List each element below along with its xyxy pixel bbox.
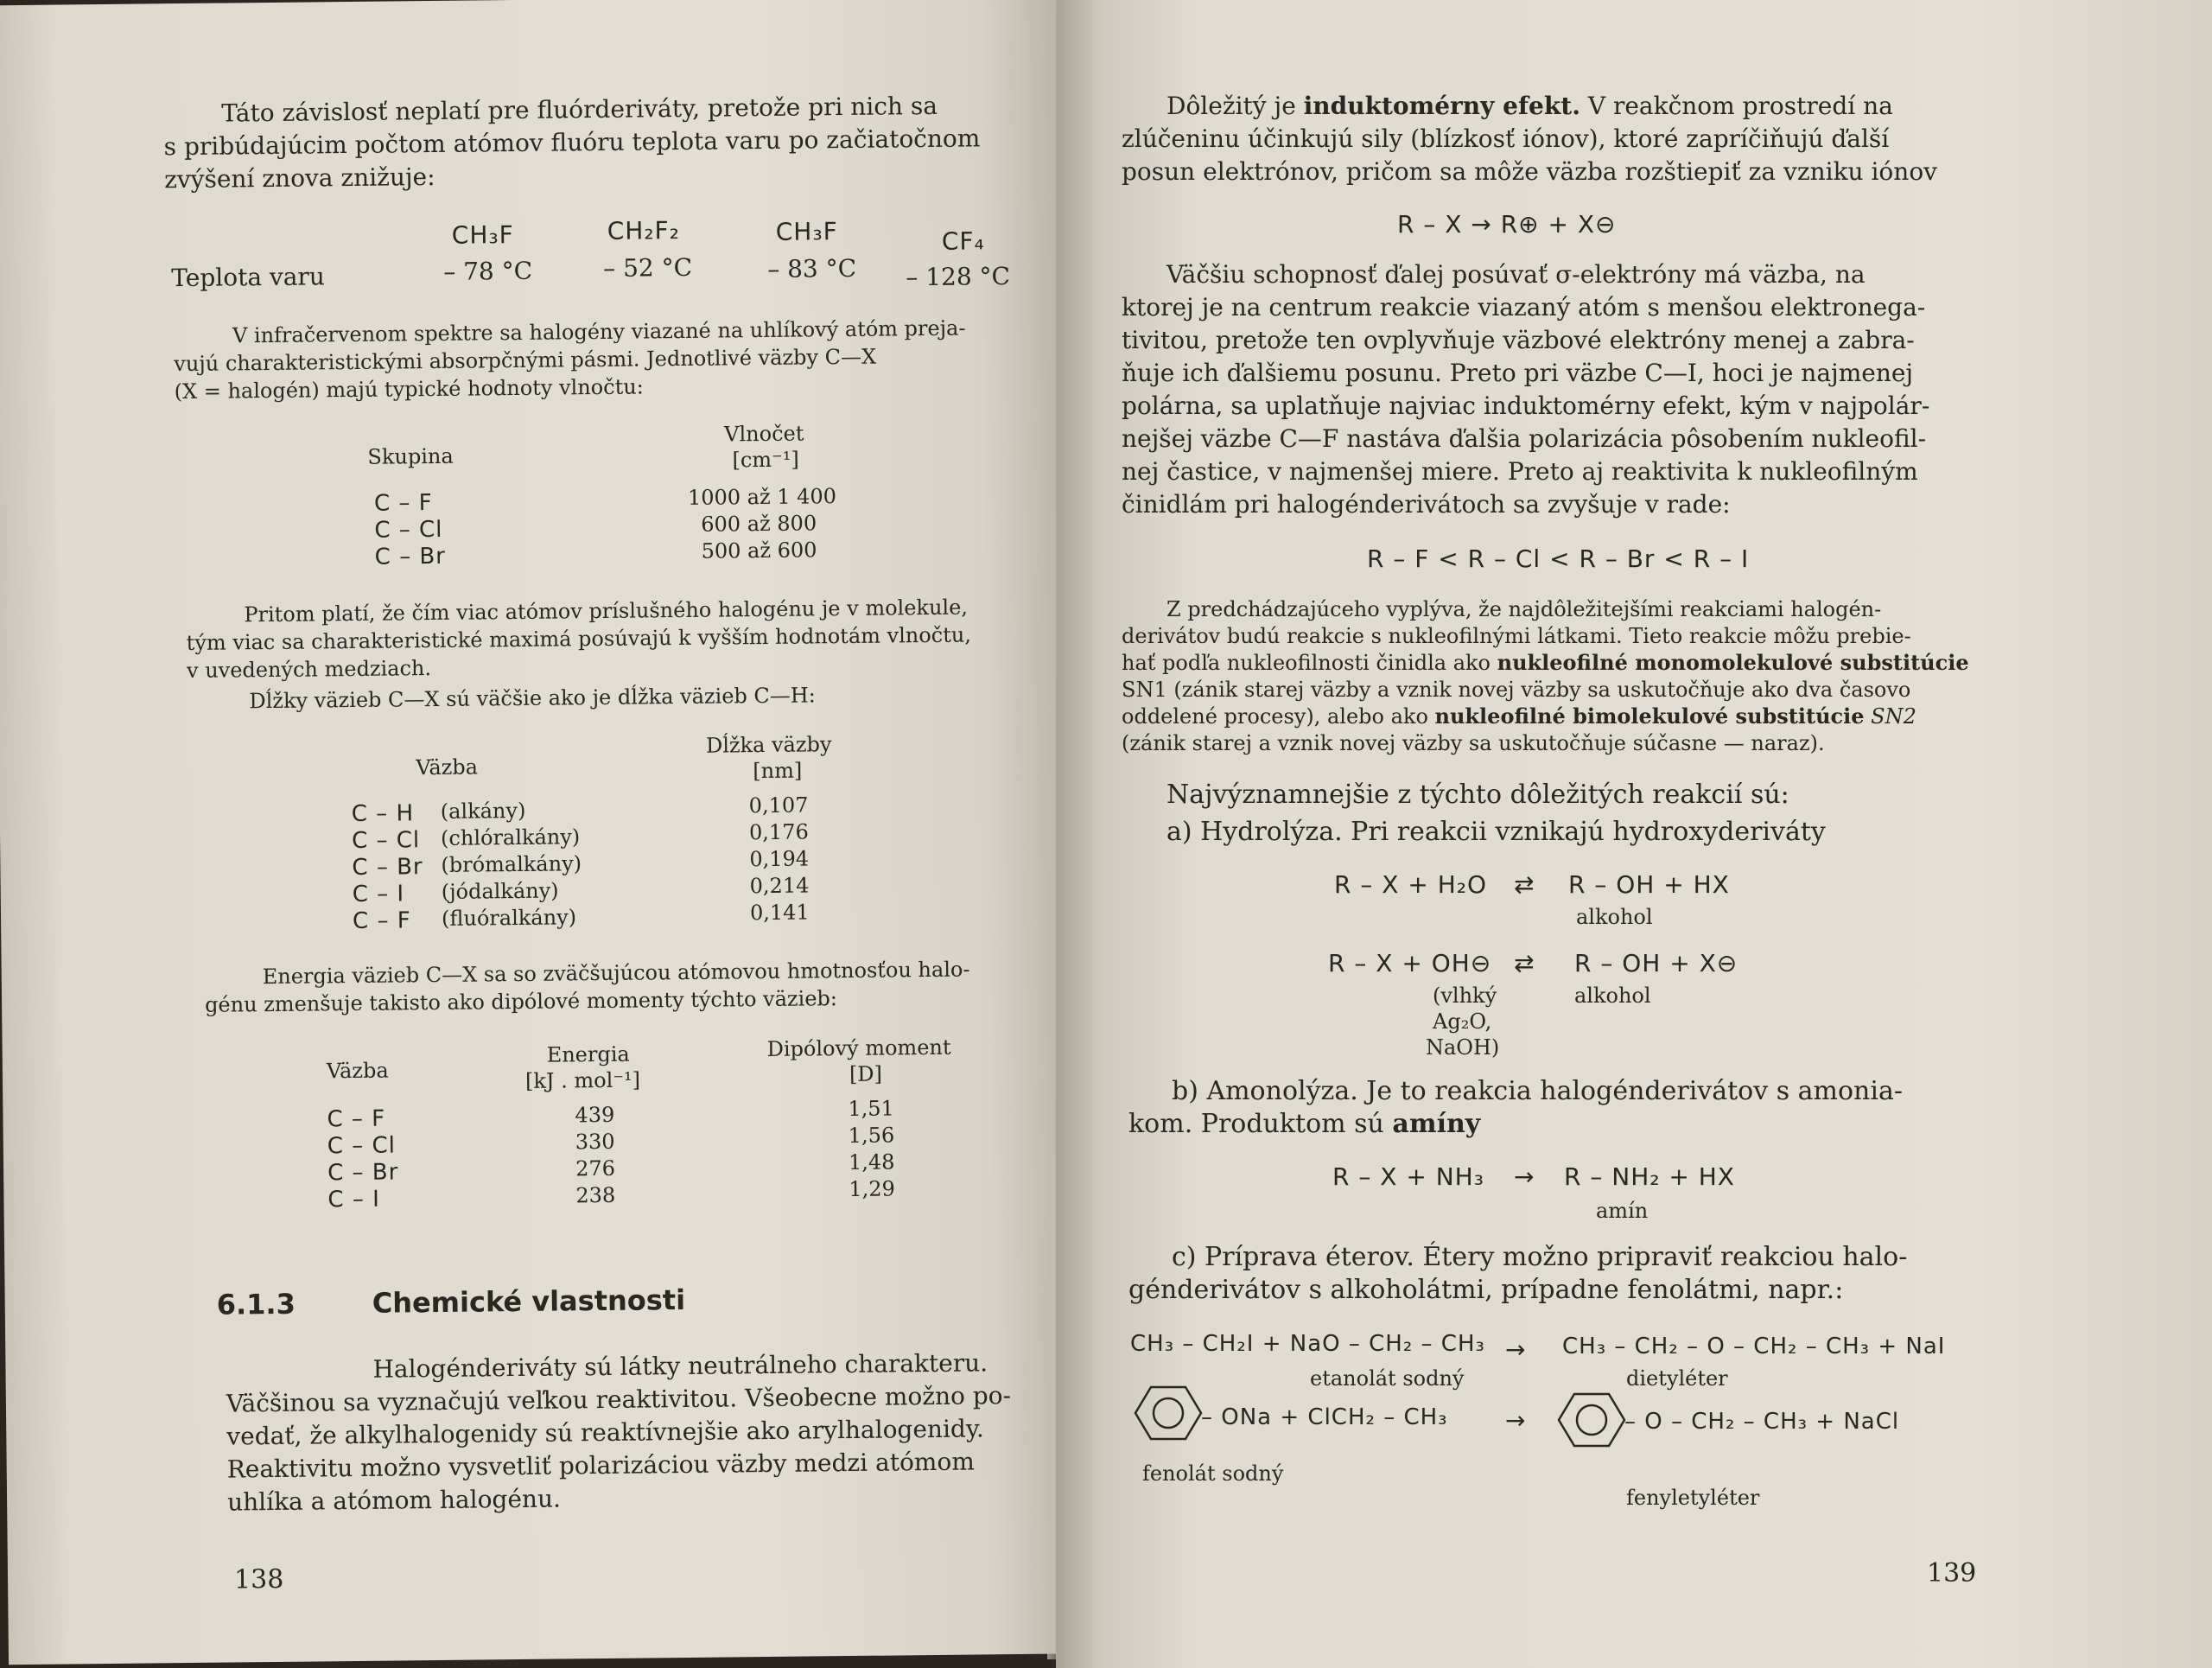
intro-line-3: zvýšení znova znižuje: [163,162,435,194]
p1-rest: V reakčnom prostredí na [1580,92,1893,120]
para5-line-5: uhlíka a atómom halogénu. [226,1484,562,1517]
table3-col2-unit: [kJ . mol⁻¹] [524,1067,641,1093]
table3-row3-energy: 276 [575,1156,616,1181]
ir-line-1: V infračervenom spektre sa halogény viazané na uhlíkový atóm preja- [232,315,966,348]
reaction-b-title-2 [1128,1109,1480,1140]
para4-line-2: génu zmenšuje takisto ako dipólové momenty týchto väzieb: [204,986,838,1017]
arrow-icon: → [1514,1162,1535,1191]
boiling-label: Teplota varu [171,262,326,293]
equilibrium-arrow-icon: ⇄ [1514,870,1535,899]
benzene-ring-icon [1557,1390,1626,1450]
table3-row3-dipole: 1,48 [848,1149,895,1175]
boiling-value-4: – 128 °C [906,262,1011,292]
table3-row1-bond: C – F [327,1105,386,1133]
table2-row4-bond: C – I [352,881,405,908]
table2-row2-bond: C – Cl [351,827,421,855]
para5-line-2: Väčšinou sa vyznačujú veľkou reaktivitou. Všeobecne možno po- [226,1381,1012,1418]
table3-col1: Väzba [326,1058,389,1084]
table1-row3-group: C – Br [374,543,447,570]
para2-line-2: tým viac sa charakteristické maximá posúvajú k vyšším hodnotám vlnočtu, [186,622,972,656]
label-phenyl-ethyl-ether: fenyletyléter [1626,1486,1760,1510]
table2-row5-value: 0,141 [749,900,810,926]
eq-c2-left: – ONa + ClCH₂ – CH₃ [1201,1404,1448,1430]
equation-ionization: R – X → R⊕ + X⊖ [1397,210,1617,239]
section-number: 6.1.3 [216,1287,296,1321]
page-number-right: 139 [1927,1558,1977,1588]
eq-a1-right: R – OH + HX [1568,870,1730,899]
table3-row4-dipole: 1,29 [849,1176,895,1202]
table3-col3-unit: [D] [849,1061,883,1087]
boiling-value-3: – 83 °C [767,253,857,283]
table2-row2-name: (chlóralkány) [440,824,581,850]
table1-row2-group: C – Cl [374,516,443,544]
eq-c2-right: – O – CH₂ – CH₃ + NaCl [1624,1409,1900,1435]
benzene-ring-icon [1134,1383,1203,1443]
p2-line-7: nej častice, v najmenšej miere. Preto aj reaktivita k nukleofilným [1122,457,1918,486]
reaction-c-title-1: c) Príprava éterov. Étery možno pripraviť reakciou halo- [1172,1242,1908,1272]
p2-line-3: tivitou, pretože ten ovplyvňuje väzbové elektróny menej a zabra- [1122,326,1915,354]
para5-line-1: Halogénderiváty sú látky neutrálneho charakteru. [372,1348,988,1384]
eq-a2-left: R – X + OH⊖ [1328,949,1492,977]
eq-b-right: R – NH₂ + HX [1564,1162,1735,1191]
p3-line-6: (zánik starej a vznik novej väzby sa uskutočňuje súčasne — naraz). [1122,731,1825,755]
p1-term-induktomerny: induktomérny efekt. [1303,92,1580,120]
table1-col1: Skupina [367,443,454,469]
term-sn2: nukleofilné bimolekulové substitúcie [1434,703,1865,729]
table3-col2: Energia [546,1041,630,1067]
table3-row2-dipole: 1,56 [848,1123,895,1149]
table3-row2-bond: C – Cl [327,1132,397,1160]
p3-line-4: SN1 (zánik starej väzby a vznik novej väzby sa uskutočňuje ako dva časovo [1122,678,1911,702]
table2-row5-name: (fluóralkány) [441,905,577,931]
table3-row1-dipole: 1,51 [848,1096,894,1122]
table2-row3-name: (brómalkány) [441,851,582,877]
p1-line-3: posun elektrónov, pričom sa môže väzba rozštiepiť za vzniku iónov [1122,157,1937,186]
para2-line-3: v uvedených medziach. [186,656,432,684]
compound-4: CF₄ [941,226,985,256]
para4-line-1: Energia väzieb C—X sa so zväčšujúcou atómovou hmotnosťou halo- [262,957,970,990]
table3-row2-energy: 330 [575,1129,615,1155]
table2-row4-name: (jódalkány) [441,878,559,904]
reaction-b-title-2-start: kom. Produktom sú [1128,1109,1393,1139]
label-amine: amín [1596,1199,1649,1223]
table1-col2-unit: [cm⁻¹] [732,447,799,473]
section-title: Chemické vlastnosti [372,1283,686,1320]
term-sn1: nukleofilné monomolekulové substitúcie [1497,650,1969,675]
intro-line-1: Táto závislosť neplatí pre fluórderiváty, pretože pri nich sa [221,91,938,128]
table3-row4-bond: C – I [327,1186,380,1213]
table3-row4-energy: 238 [575,1182,616,1208]
p1-start: Dôležitý je [1166,92,1304,120]
table1-row2-value: 600 až 800 [701,511,817,537]
compound-2: CH₂F₂ [607,216,681,245]
table2-row1-value: 0,107 [748,793,809,818]
para3: Dĺžky väzieb C—X sú väčšie ako je dĺžka väzieb C—H: [249,683,816,714]
condition-line-2: Ag₂O, [1433,1009,1492,1034]
table2-row3-bond: C – Br [352,854,423,882]
label-alcohol-2: alkohol [1574,984,1651,1008]
table1-col2: Vlnočet [724,421,804,447]
eq-b-left: R – X + NH₃ [1332,1162,1484,1191]
p1-line-1 [1166,91,1893,122]
eq-c1-right: CH₃ – CH₂ – O – CH₂ – CH₃ + NaI [1562,1334,1946,1359]
table2-col1: Väzba [416,754,479,780]
p2-line-5: polárna, sa uplatňuje najviac induktomérny efekt, kým v najpolár- [1122,392,1930,420]
table2-col2: Dĺžka väzby [705,732,832,758]
p2-line-6: nejšej väzbe C—F nastáva ďalšia polarizácia pôsobením nukleofil- [1122,424,1927,453]
p3-line-3 [1122,650,1969,676]
table2-row1-name: (alkány) [440,798,526,824]
eq-a2-right: R – OH + X⊖ [1574,949,1738,977]
compound-1: CH₃F [451,220,514,250]
eq-a1-left: R – X + H₂O [1334,870,1488,899]
table2-col2-unit: [nm] [753,758,803,784]
label-sodium-ethoxide: etanolát sodný [1310,1366,1465,1391]
reaction-c-title-2: génderivátov s alkoholátmi, prípadne fenolátmi, napr.: [1128,1275,1844,1305]
para5-line-3: vedať, že alkylhalogenidy sú reaktívnejšie ako arylhalogenidy. [226,1414,985,1451]
equation-reactivity-series: R – F < R – Cl < R – Br < R – I [1367,544,1750,573]
equilibrium-arrow-icon: ⇄ [1514,949,1535,977]
eq-c1-left: CH₃ – CH₂I + NaO – CH₂ – CH₃ [1130,1331,1485,1357]
table2-row1-bond: C – H [351,800,415,828]
table3-row3-bond: C – Br [327,1159,399,1187]
ir-line-2: vujú charakteristickými absorpčnými pásmi. Jednotlivé väzby C—X [174,344,877,377]
table2-row4-value: 0,214 [749,873,810,899]
term-amines: amíny [1392,1109,1481,1139]
para5-line-4: Reaktivitu možno vysvetliť polarizáciou väzby medzi atómom [226,1447,975,1484]
label-diethyl-ether: dietyléter [1626,1366,1728,1391]
compound-3: CH₃F [775,217,838,246]
p2-line-2: ktorej je na centrum reakcie viazaný atóm s menšou elektronega- [1122,293,1926,322]
arrow-icon: → [1505,1335,1527,1364]
table1-row3-value: 500 až 600 [701,538,817,563]
p4-heading: Najvýznamnejšie z týchto dôležitých reakcií sú: [1166,780,1789,810]
p2-line-1: Väčšiu schopnosť ďalej posúvať σ-elektróny má väzba, na [1166,260,1866,289]
label-sodium-phenolate: fenolát sodný [1142,1461,1284,1486]
intro-line-2: s pribúdajúcim počtom atómov fluóru teplota varu po začiatočnom [163,124,981,162]
condition-line-1: (vlhký [1433,984,1497,1008]
table1-row1-group: C – F [373,490,433,517]
p1-line-2: zlúčeninu účinkujú sily (blízkosť iónov), ktoré zapríčiňujú ďalší [1122,124,1890,153]
table3-col3: Dipólový moment [766,1035,951,1062]
boiling-value-1: – 78 °C [443,256,533,286]
sn2-symbol: SN2 [1864,704,1916,729]
p3-line-3-start: hať podľa nukleofilnosti činidla ako [1122,651,1497,675]
boiling-value-2: – 52 °C [603,252,693,283]
p3-line-5-start: oddelené procesy), alebo ako [1122,704,1435,729]
ir-line-3: (X = halogén) majú typické hodnoty vlnočtu: [174,374,644,404]
right-page [1056,0,2212,1668]
p2-line-8: činidlám pri halogénderivátoch sa zvyšuje v rade: [1122,490,1731,519]
page-number-left: 138 [233,1563,284,1595]
left-page [0,0,1080,1665]
condition-line-3: NaOH) [1426,1035,1500,1060]
table2-row5-bond: C – F [352,907,411,935]
table2-row3-value: 0,194 [749,846,810,872]
p3-line-2: derivátov budú reakcie s nukleofilnými látkami. Tieto reakcie môžu prebie- [1122,624,1911,648]
table3-row1-energy: 439 [575,1102,615,1128]
p2-line-4: ňuje ich ďalšiemu posunu. Preto pri väzbe C—I, hoci je najmenej [1122,359,1914,387]
p3-line-5 [1122,703,1916,729]
reaction-a-title: a) Hydrolýza. Pri reakcii vznikajú hydroxyderiváty [1166,817,1826,847]
p3-line-1: Z predchádzajúceho vyplýva, že najdôležitejšími reakciami halogén- [1166,597,1882,621]
arrow-icon: → [1505,1406,1527,1435]
label-alcohol-1: alkohol [1576,905,1653,929]
para2-line-1: Pritom platí, že čím viac atómov príslušného halogénu je v molekule, [244,595,969,627]
table1-row1-value: 1000 až 1 400 [687,484,837,510]
reaction-b-title-1: b) Amonolýza. Je to reakcia halogénderivátov s amonia- [1172,1076,1903,1106]
table2-row2-value: 0,176 [748,819,809,845]
